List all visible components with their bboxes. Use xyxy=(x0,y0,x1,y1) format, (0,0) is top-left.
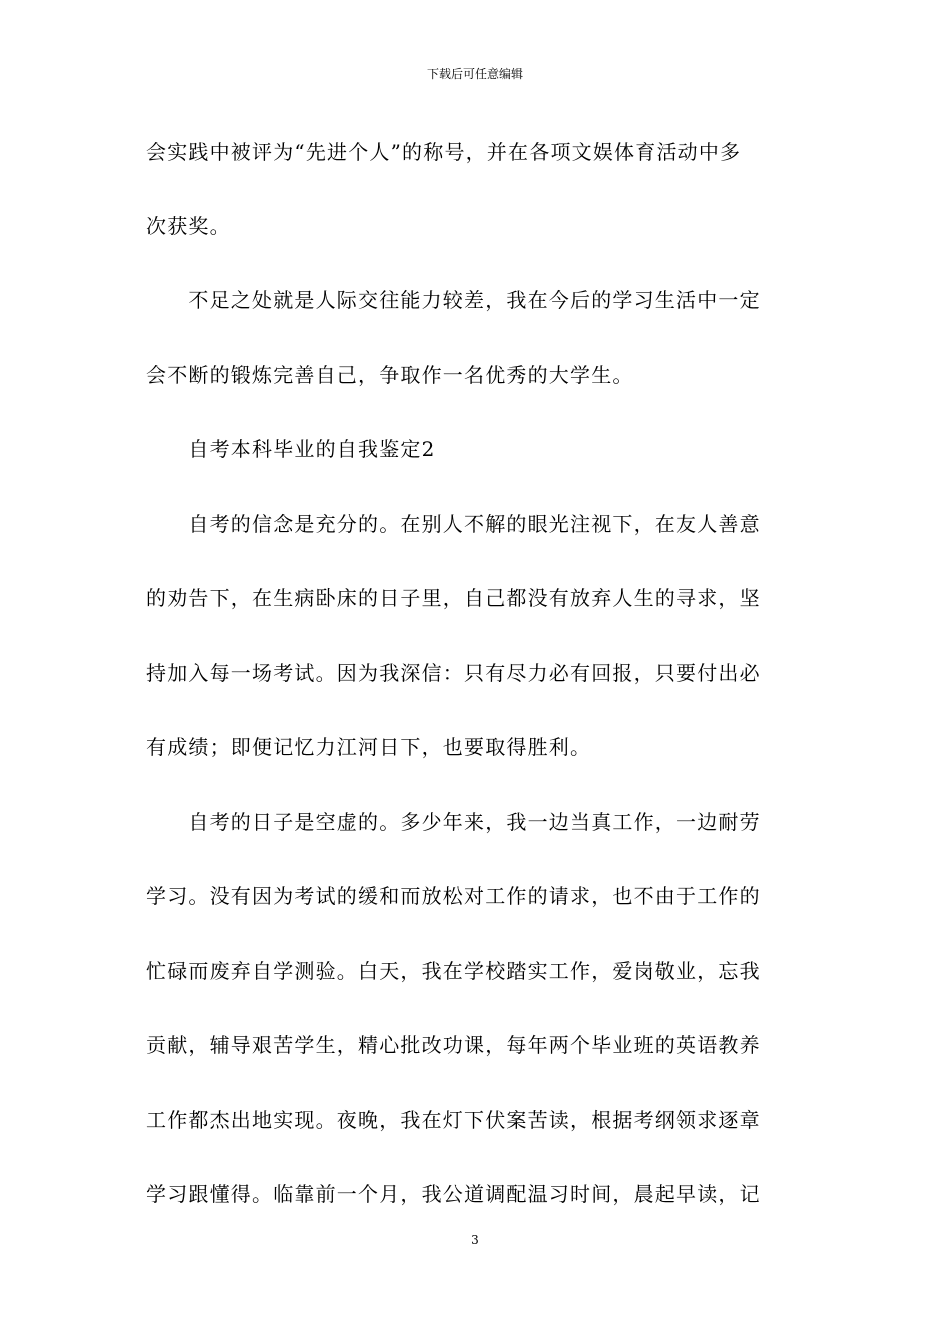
text-line: 会不断的锻炼完善自己，争取作一名优秀的大学生。 xyxy=(146,363,634,387)
text-line: 有成绩；即便记忆力江河日下，也要取得胜利。 xyxy=(146,735,592,759)
text-line: 自考的信念是充分的。在别人不解的眼光注视下，在友人善意 xyxy=(146,512,761,536)
text-line: 工作都杰出地实现。夜晚，我在灯下伏案苦读，根据考纲领求逐章 xyxy=(146,1108,761,1132)
text-line: 持加入每一场考试。因为我深信：只有尽力必有回报，只要付出必 xyxy=(146,661,761,685)
text-line: 学习。没有因为考试的缓和而放松对工作的请求，也不由于工作的 xyxy=(146,884,761,908)
text-line: 自考的日子是空虚的。多少年来，我一边当真工作，一边耐劳 xyxy=(146,810,761,834)
text-line: 会实践中被评为“先进个人”的称号，并在各项文娱体育活动中多 xyxy=(146,140,742,164)
text-line: 不足之处就是人际交往能力较差，我在今后的学习生活中一定 xyxy=(146,288,761,312)
text-line: 贡献，辅导艰苦学生，精心批改功课，每年两个毕业班的英语教养 xyxy=(146,1033,761,1057)
section-heading: 自考本科毕业的自我鉴定2 xyxy=(146,437,436,461)
text-line: 学习跟懂得。临靠前一个月，我公道调配温习时间，晨起早读，记 xyxy=(146,1182,761,1206)
text-line: 次获奖。 xyxy=(146,214,231,238)
text-line: 的劝告下，在生病卧床的日子里，自己都没有放弃人生的寻求，坚 xyxy=(146,586,761,610)
page-number: 3 xyxy=(471,1233,479,1247)
page-header: 下载后可任意编辑 xyxy=(426,67,523,81)
text-line: 忙碌而废弃自学测验。白天，我在学校踏实工作，爱岗敬业，忘我 xyxy=(146,959,761,983)
